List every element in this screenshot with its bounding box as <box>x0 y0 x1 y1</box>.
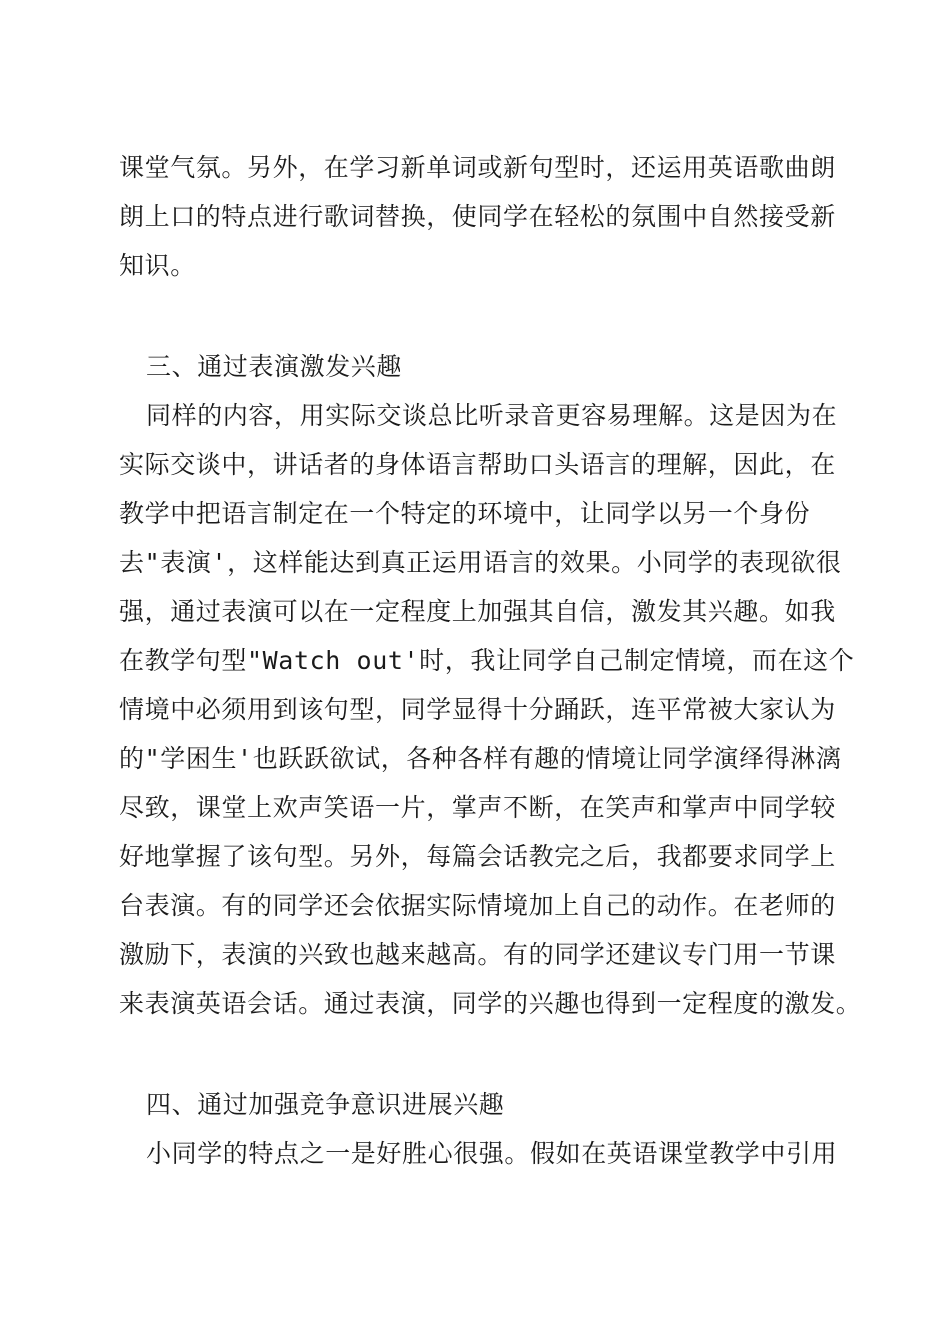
body-text-line: 教学中把语言制定在一个特定的环境中，让同学以另一个身份 <box>119 499 811 528</box>
body-text-line: 在教学句型"Watch out'时，我让同学自己制定情境，而在这个 <box>119 646 855 675</box>
body-text-line: 好地掌握了该句型。另外，每篇会话教完之后，我都要求同学上 <box>119 842 836 871</box>
body-text-line: 激励下，表演的兴致也越来越高。有的同学还建议专门用一节课 <box>119 940 836 969</box>
body-text-line: 情境中必须用到该句型，同学显得十分踊跃，连平常被大家认为 <box>119 695 836 724</box>
section-heading: 三、通过表演激发兴趣 <box>146 352 403 381</box>
body-text-line: 实际交谈中，讲话者的身体语言帮助口头语言的理解，因此，在 <box>119 450 836 479</box>
body-text-line: 朗上口的特点进行歌词替换，使同学在轻松的氛围中自然接受新 <box>119 202 836 231</box>
body-text-line: 去"表演'，这样能达到真正运用语言的效果。小同学的表现欲很 <box>119 548 842 577</box>
section-heading: 四、通过加强竞争意识进展兴趣 <box>146 1090 505 1119</box>
body-text-line: 知识。 <box>119 251 196 280</box>
body-text-line: 强，通过表演可以在一定程度上加强其自信，激发其兴趣。如我 <box>119 597 836 626</box>
body-text-line: 同样的内容，用实际交谈总比听录音更容易理解。这是因为在 <box>146 401 838 430</box>
body-text-line: 台表演。有的同学还会依据实际情境加上自己的动作。在老师的 <box>119 891 836 920</box>
body-text-line: 来表演英语会话。通过表演，同学的兴趣也得到一定程度的激发。 <box>119 989 862 1018</box>
body-text-line: 课堂气氛。另外，在学习新单词或新句型时，还运用英语歌曲朗 <box>119 153 836 182</box>
body-text-line: 小同学的特点之一是好胜心很强。假如在英语课堂教学中引用 <box>146 1139 838 1168</box>
body-text-line: 尽致，课堂上欢声笑语一片，掌声不断，在笑声和掌声中同学较 <box>119 793 836 822</box>
body-text-line: 的"学困生'也跃跃欲试，各种各样有趣的情境让同学演绎得淋漓 <box>119 744 842 773</box>
